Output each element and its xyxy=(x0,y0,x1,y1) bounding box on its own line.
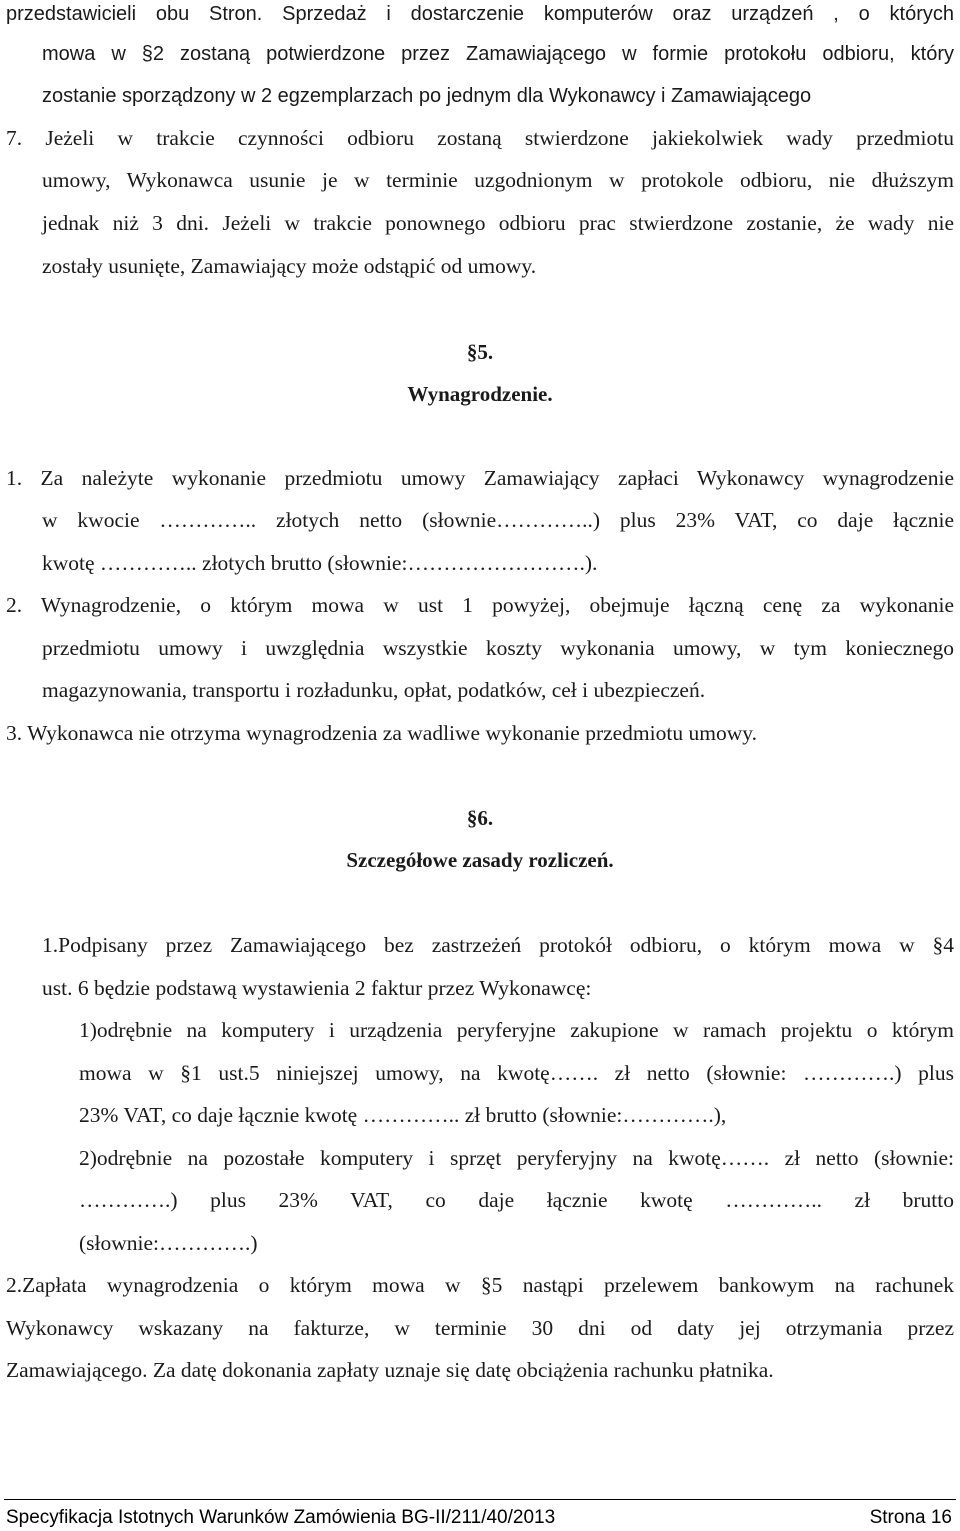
text-line: Zamawiającego. Za datę dokonania zapłaty uznaje się datę obciążenia rachunku płatnika. xyxy=(6,1358,774,1382)
text-line: ust. 6 będzie podstawą wystawienia 2 faktur przez Wykonawcę: xyxy=(42,976,592,1000)
text-line: przedstawicieli obu Stron. Sprzedaż i dostarczenie komputerów oraz urządzeń , o których xyxy=(6,3,954,25)
text-line: 7. Jeżeli w trakcie czynności odbioru zostaną stwierdzone jakiekolwiek wady przedmiotu xyxy=(6,126,954,150)
text-line: Wykonawcy wskazany na fakturze, w terminie 30 dni od daty jej otrzymania przez xyxy=(6,1316,954,1340)
text-line: w kwocie ………….. złotych netto (słownie…………..) plus 23% VAT, co daje łącznie xyxy=(42,508,954,532)
text-line: 1. Za należyte wykonanie przedmiotu umowy Zamawiający zapłaci Wykonawcy wynagrodzenie xyxy=(6,466,954,490)
text-line: mowa w §1 ust.5 niniejszej umowy, na kwotę……. zł netto (słownie: ………….) plus xyxy=(79,1061,954,1085)
text-line: zostanie sporządzony w 2 egzemplarzach po jednym dla Wykonawcy i Zamawiającego xyxy=(42,85,812,107)
text-line: jednak niż 3 dni. Jeżeli w trakcie ponownego odbioru prac stwierdzone zostanie, że wady nie xyxy=(42,211,954,235)
page-number: Strona 16 xyxy=(869,1507,952,1528)
footer-title: Specyfikacja Istotnych Warunków Zamówienia BG-II/211/40/2013 xyxy=(6,1507,556,1528)
section-title: Wynagrodzenie. xyxy=(407,382,553,406)
text-line: (słownie:………….) xyxy=(79,1231,258,1255)
text-line: 2. Wynagrodzenie, o którym mowa w ust 1 powyżej, obejmuje łączną cenę za wykonanie xyxy=(6,593,954,617)
text-line: 23% VAT, co daje łącznie kwotę ………….. zł brutto (słownie:………….), xyxy=(79,1103,727,1127)
text-line: 2.Zapłata wynagrodzenia o którym mowa w §5 nastąpi przelewem bankowym na rachunek xyxy=(6,1273,954,1297)
text-line: 1)odrębnie na komputery i urządzenia peryferyjne zakupione w ramach projektu o którym xyxy=(79,1018,954,1042)
footer-divider xyxy=(4,1499,956,1500)
text-line: kwotę ………….. złotych brutto (słownie:…………………….). xyxy=(42,551,598,575)
text-line: zostały usunięte, Zamawiający może odstąpić od umowy. xyxy=(42,254,537,278)
text-line: 3. Wykonawca nie otrzyma wynagrodzenia za wadliwe wykonanie przedmiotu umowy. xyxy=(6,721,757,745)
text-line: ………….) plus 23% VAT, co daje łącznie kwotę ………….. zł brutto xyxy=(79,1188,954,1212)
text-line: mowa w §2 zostaną potwierdzone przez Zamawiającego w formie protokołu odbioru, który xyxy=(42,43,954,65)
section-number: §6. xyxy=(466,806,494,830)
text-line: umowy, Wykonawca usunie je w terminie uzgodnionym w protokole odbioru, nie dłuższym xyxy=(42,168,954,192)
section-number: §5. xyxy=(466,340,494,364)
text-line: 2)odrębnie na pozostałe komputery i sprzęt peryferyjny na kwotę……. zł netto (słownie: xyxy=(79,1146,954,1170)
text-line: magazynowania, transportu i rozładunku, opłat, podatków, ceł i ubezpieczeń. xyxy=(42,678,706,702)
section-title: Szczegółowe zasady rozliczeń. xyxy=(346,848,614,872)
text-line: 1.Podpisany przez Zamawiającego bez zastrzeżeń protokół odbioru, o którym mowa w §4 xyxy=(42,933,954,957)
text-line: przedmiotu umowy i uwzględnia wszystkie koszty wykonania umowy, w tym koniecznego xyxy=(42,636,954,660)
